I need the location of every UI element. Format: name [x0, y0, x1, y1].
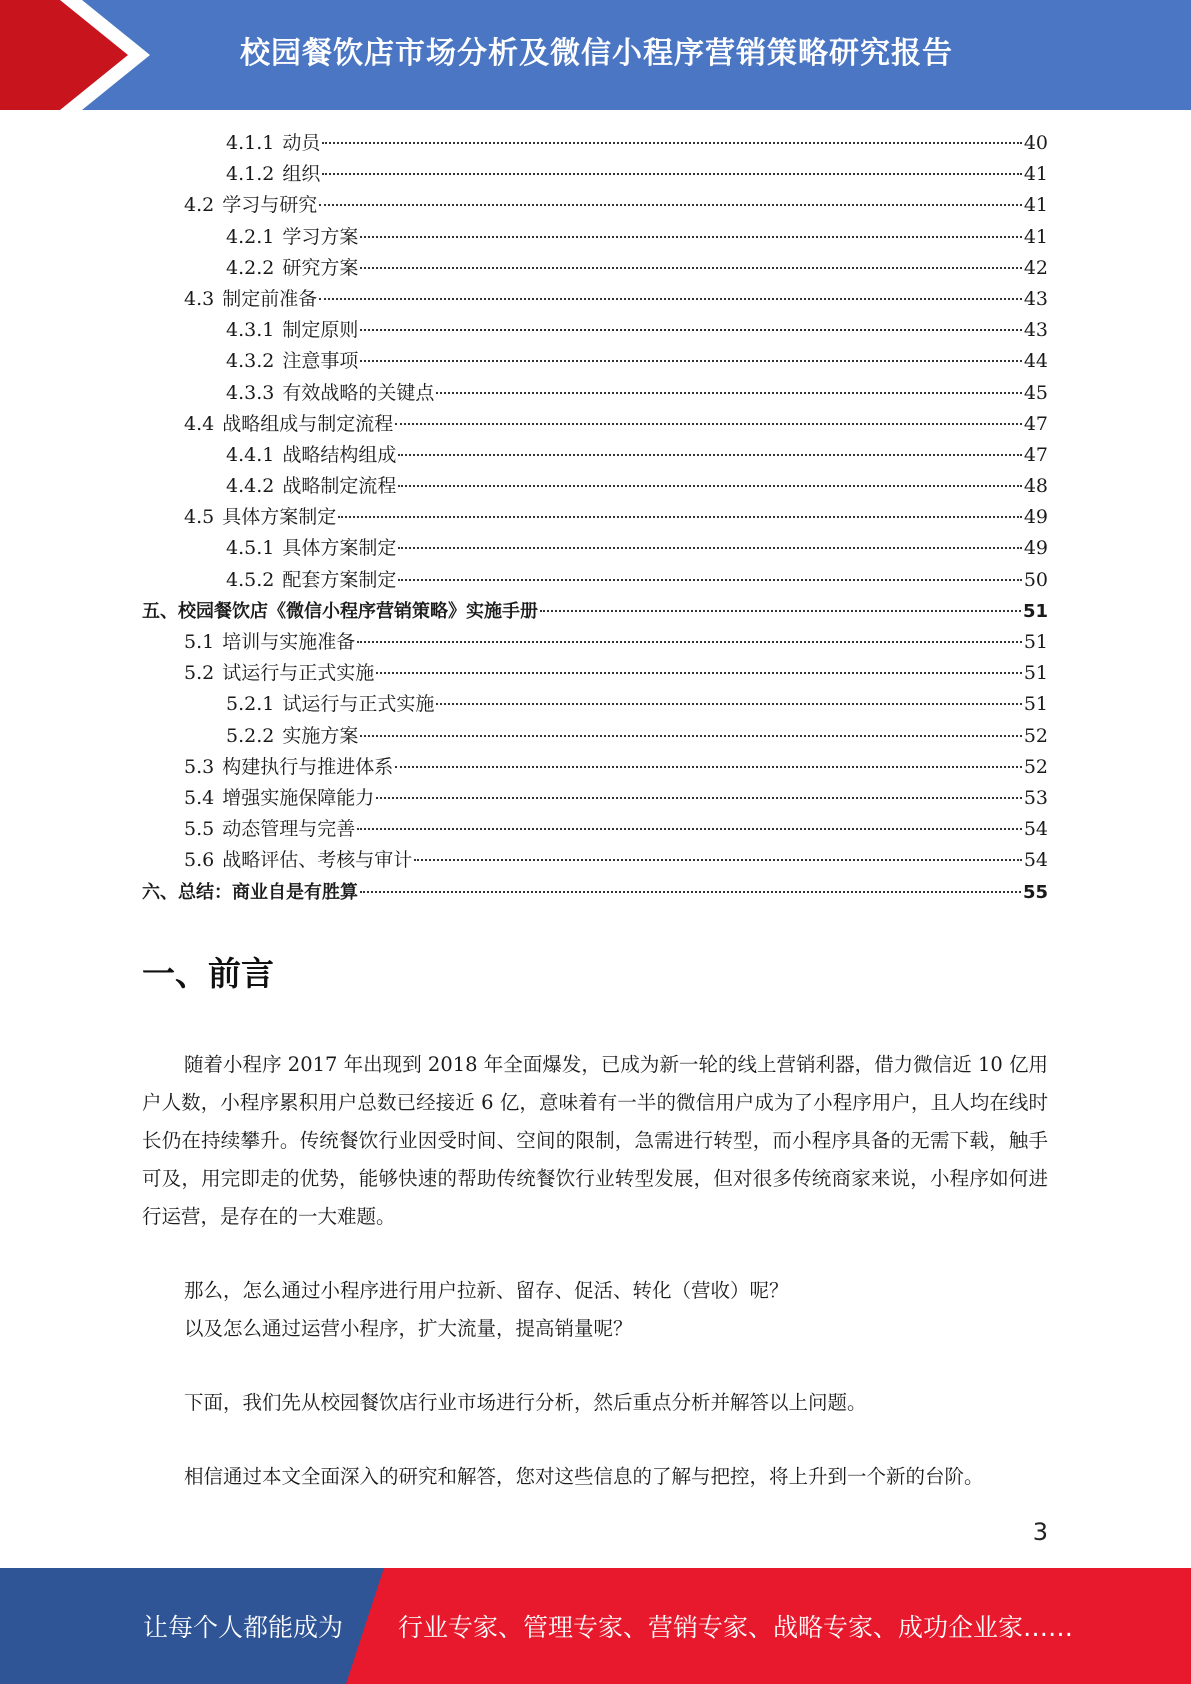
toc-entry-number: 4.4.2	[226, 475, 275, 498]
toc-entry[interactable]	[142, 440, 1048, 471]
toc-leader-dots	[357, 827, 1022, 830]
toc-entry-title: 试运行与正式实施	[282, 693, 435, 716]
toc-entry-title: 研究方案	[282, 256, 359, 279]
toc-entry[interactable]	[142, 315, 1048, 346]
toc-entry-title: 学习与研究	[222, 194, 318, 217]
toc-leader-dots	[398, 578, 1021, 581]
toc-leader-dots	[414, 858, 1022, 861]
toc-entry-page: 51	[1023, 662, 1048, 685]
section-heading: 一、前言	[142, 954, 274, 993]
toc-entry-title: 增强实施保障能力	[222, 786, 375, 809]
toc-entry-number: 5.5	[184, 818, 215, 841]
toc-entry-title: 具体方案制定	[222, 506, 337, 529]
toc-leader-dots	[357, 640, 1022, 643]
toc-entry-title: 战略结构组成	[282, 443, 397, 466]
page-header	[0, 0, 1191, 110]
toc-entry-page: 49	[1023, 537, 1048, 560]
toc-entry[interactable]	[142, 689, 1048, 720]
closing-paragraph: 相信通过本文全面深入的研究和解答，您对这些信息的了解与把控，将上升到一个新的台阶。	[184, 1465, 984, 1488]
page-footer	[0, 1568, 1191, 1684]
toc-entry-title: 战略评估、考核与审计	[222, 849, 413, 872]
toc-entry-number: 4.3.1	[226, 319, 275, 342]
toc-entry-title: 动态管理与完善	[222, 818, 356, 841]
toc-leader-dots	[360, 266, 1021, 269]
toc-entry-title: 有效战略的关键点	[282, 381, 435, 404]
toc-entry-number: 4.4.1	[226, 443, 275, 466]
toc-entry-page: 51	[1023, 631, 1048, 653]
toc-entry-page: 54	[1023, 818, 1048, 841]
toc-entry-number: 5.2	[184, 662, 215, 685]
toc-entry-number: 4.5	[184, 506, 215, 529]
toc-entry-number: 4.5.1	[226, 537, 275, 560]
toc-entry-page: 48	[1023, 475, 1048, 498]
plan-paragraph: 下面，我们先从校园餐饮店行业市场进行分析，然后重点分析并解答以上问题。	[184, 1391, 867, 1414]
toc-leader-dots	[319, 203, 1022, 206]
toc-leader-dots	[395, 765, 1022, 768]
toc-entry-page: 51	[1022, 600, 1048, 622]
toc-entry-page: 51	[1023, 693, 1048, 716]
toc-entry-number: 4.3.3	[226, 381, 275, 404]
toc-entry-page: 41	[1023, 194, 1048, 217]
toc-leader-dots	[398, 484, 1021, 487]
toc-entry-number: 4.1.1	[226, 132, 275, 154]
toc-leader-dots	[436, 702, 1021, 705]
toc-entry-number: 5.6	[184, 849, 215, 872]
question-line-1: 那么，怎么通过小程序进行用户拉新、留存、促活、转化（营收）呢？	[184, 1279, 789, 1302]
toc-entry[interactable]	[142, 409, 1048, 440]
toc-leader-dots	[436, 391, 1021, 394]
toc-entry-page: 52	[1023, 724, 1048, 747]
toc-leader-dots	[360, 359, 1021, 362]
toc-entry[interactable]	[142, 502, 1048, 533]
toc-entry-title: 组织	[282, 163, 321, 186]
report-title: 校园餐饮店市场分析及微信小程序营销策略研究报告	[240, 36, 953, 71]
toc-entry[interactable]	[142, 596, 1048, 627]
intro-paragraph: 随着小程序 2017 年出现到 2018 年全面爆发，已成为新一轮的线上营销利器，借力微信近 10 亿用户人数，小程序累积用户总数已经接近 6 亿，意味着有一半的微信用户成为了小程序用户，且人均在线时长仍在持续攀升。传统餐饮行业因受时间、空间的限制，急需进行转型，而小程序具备的无需下载，触手可及，用完即走的优势，能够快速的帮助传统餐饮行业转型发展，但对很多传统商家来说，小程序如何进行运营，是存在的一大难题。	[142, 1053, 1048, 1228]
toc-entry-page: 47	[1023, 412, 1048, 435]
toc-entry-number: 5.2.1	[226, 693, 275, 716]
toc-entry[interactable]	[142, 627, 1048, 658]
table-of-contents	[142, 128, 1048, 908]
toc-entry[interactable]	[142, 814, 1048, 845]
toc-leader-dots	[360, 235, 1021, 238]
toc-leader-dots	[322, 172, 1021, 175]
toc-entry-page: 43	[1023, 287, 1048, 310]
toc-entry-title: 制定前准备	[222, 287, 318, 310]
toc-leader-dots	[540, 609, 1021, 612]
toc-entry[interactable]	[142, 877, 1048, 908]
toc-entry-title: 培训与实施准备	[222, 631, 356, 653]
toc-entry-title: 学习方案	[282, 225, 359, 248]
toc-entry[interactable]	[142, 752, 1048, 783]
toc-entry-page: 49	[1023, 506, 1048, 529]
toc-entry-page: 43	[1023, 319, 1048, 342]
toc-entry-title: 配套方案制定	[282, 568, 397, 591]
toc-leader-dots	[395, 422, 1022, 425]
toc-entry-title: 战略组成与制定流程	[222, 412, 394, 435]
page-number: 3	[1032, 1518, 1048, 1546]
toc-leader-dots	[338, 515, 1022, 518]
toc-entry-page: 50	[1023, 568, 1048, 591]
toc-entry-title: 校园餐饮店《微信小程序营销策略》实施手册	[178, 600, 538, 622]
toc-entry-page: 40	[1023, 132, 1048, 154]
toc-entry-number: 4.4	[184, 412, 215, 435]
toc-entry[interactable]	[142, 658, 1048, 689]
toc-entry-number: 五、	[142, 600, 178, 622]
toc-leader-dots	[360, 328, 1021, 331]
toc-entry-number: 4.2.1	[226, 225, 275, 248]
toc-entry[interactable]	[142, 190, 1048, 221]
toc-entry-number: 4.2.2	[226, 256, 275, 279]
toc-entry-number: 4.3.2	[226, 350, 275, 373]
toc-entry-title: 构建执行与推进体系	[222, 755, 394, 778]
toc-entry-title: 试运行与正式实施	[222, 662, 375, 685]
toc-entry[interactable]	[142, 253, 1048, 284]
toc-leader-dots	[398, 546, 1021, 549]
toc-leader-dots	[360, 734, 1021, 737]
toc-entry-title: 实施方案	[282, 724, 359, 747]
toc-entry-page: 52	[1023, 755, 1048, 778]
toc-entry-page: 53	[1023, 786, 1048, 809]
toc-entry-number: 4.1.2	[226, 163, 275, 186]
toc-entry-page: 55	[1022, 881, 1048, 903]
toc-entry-page: 44	[1023, 350, 1048, 373]
toc-entry[interactable]	[142, 783, 1048, 814]
toc-entry-page: 42	[1023, 256, 1048, 279]
toc-leader-dots	[376, 796, 1022, 799]
footer-slogan-right: 行业专家、管理专家、营销专家、战略专家、成功企业家……	[398, 1613, 1074, 1642]
toc-entry-number: 4.3	[184, 287, 215, 310]
toc-entry-title: 战略制定流程	[282, 475, 397, 498]
toc-entry-page: 47	[1023, 443, 1048, 466]
toc-entry[interactable]	[142, 284, 1048, 315]
toc-entry-title: 动员	[282, 132, 321, 154]
toc-entry-number: 4.5.2	[226, 568, 275, 591]
toc-leader-dots	[319, 297, 1022, 300]
toc-entry-number: 5.3	[184, 755, 215, 778]
toc-entry[interactable]	[142, 378, 1048, 409]
toc-entry[interactable]	[142, 845, 1048, 876]
toc-entry-page: 41	[1023, 225, 1048, 248]
question-line-2: 以及怎么通过运营小程序，扩大流量，提高销量呢？	[184, 1317, 633, 1340]
toc-leader-dots	[322, 141, 1021, 144]
toc-entry[interactable]	[142, 346, 1048, 377]
toc-leader-dots	[376, 671, 1022, 674]
toc-entry-title: 制定原则	[282, 319, 359, 342]
toc-entry[interactable]	[142, 471, 1048, 502]
toc-entry[interactable]	[142, 159, 1048, 190]
toc-entry-number: 5.2.2	[226, 724, 275, 747]
toc-entry-title: 具体方案制定	[282, 537, 397, 560]
toc-entry-page: 45	[1023, 381, 1048, 404]
toc-entry-number: 5.1	[184, 631, 215, 653]
toc-entry[interactable]	[142, 565, 1048, 596]
body-text	[142, 1046, 1048, 1496]
toc-entry-page: 41	[1023, 163, 1048, 186]
toc-entry-page: 54	[1023, 849, 1048, 872]
toc-entry-title: 总结：商业自是有胜算	[178, 881, 358, 903]
toc-entry-number: 5.4	[184, 786, 215, 809]
toc-entry[interactable]	[142, 222, 1048, 253]
toc-leader-dots	[360, 890, 1021, 893]
red-arrow-shape	[0, 0, 145, 110]
toc-entry-number: 六、	[142, 881, 178, 903]
toc-entry[interactable]	[142, 128, 1048, 159]
toc-entry-number: 4.2	[184, 194, 215, 217]
toc-entry-title: 注意事项	[282, 350, 359, 373]
footer-slogan-left: 让每个人都能成为	[143, 1613, 344, 1642]
toc-leader-dots	[398, 453, 1021, 456]
toc-entry[interactable]	[142, 533, 1048, 564]
toc-entry[interactable]	[142, 721, 1048, 752]
